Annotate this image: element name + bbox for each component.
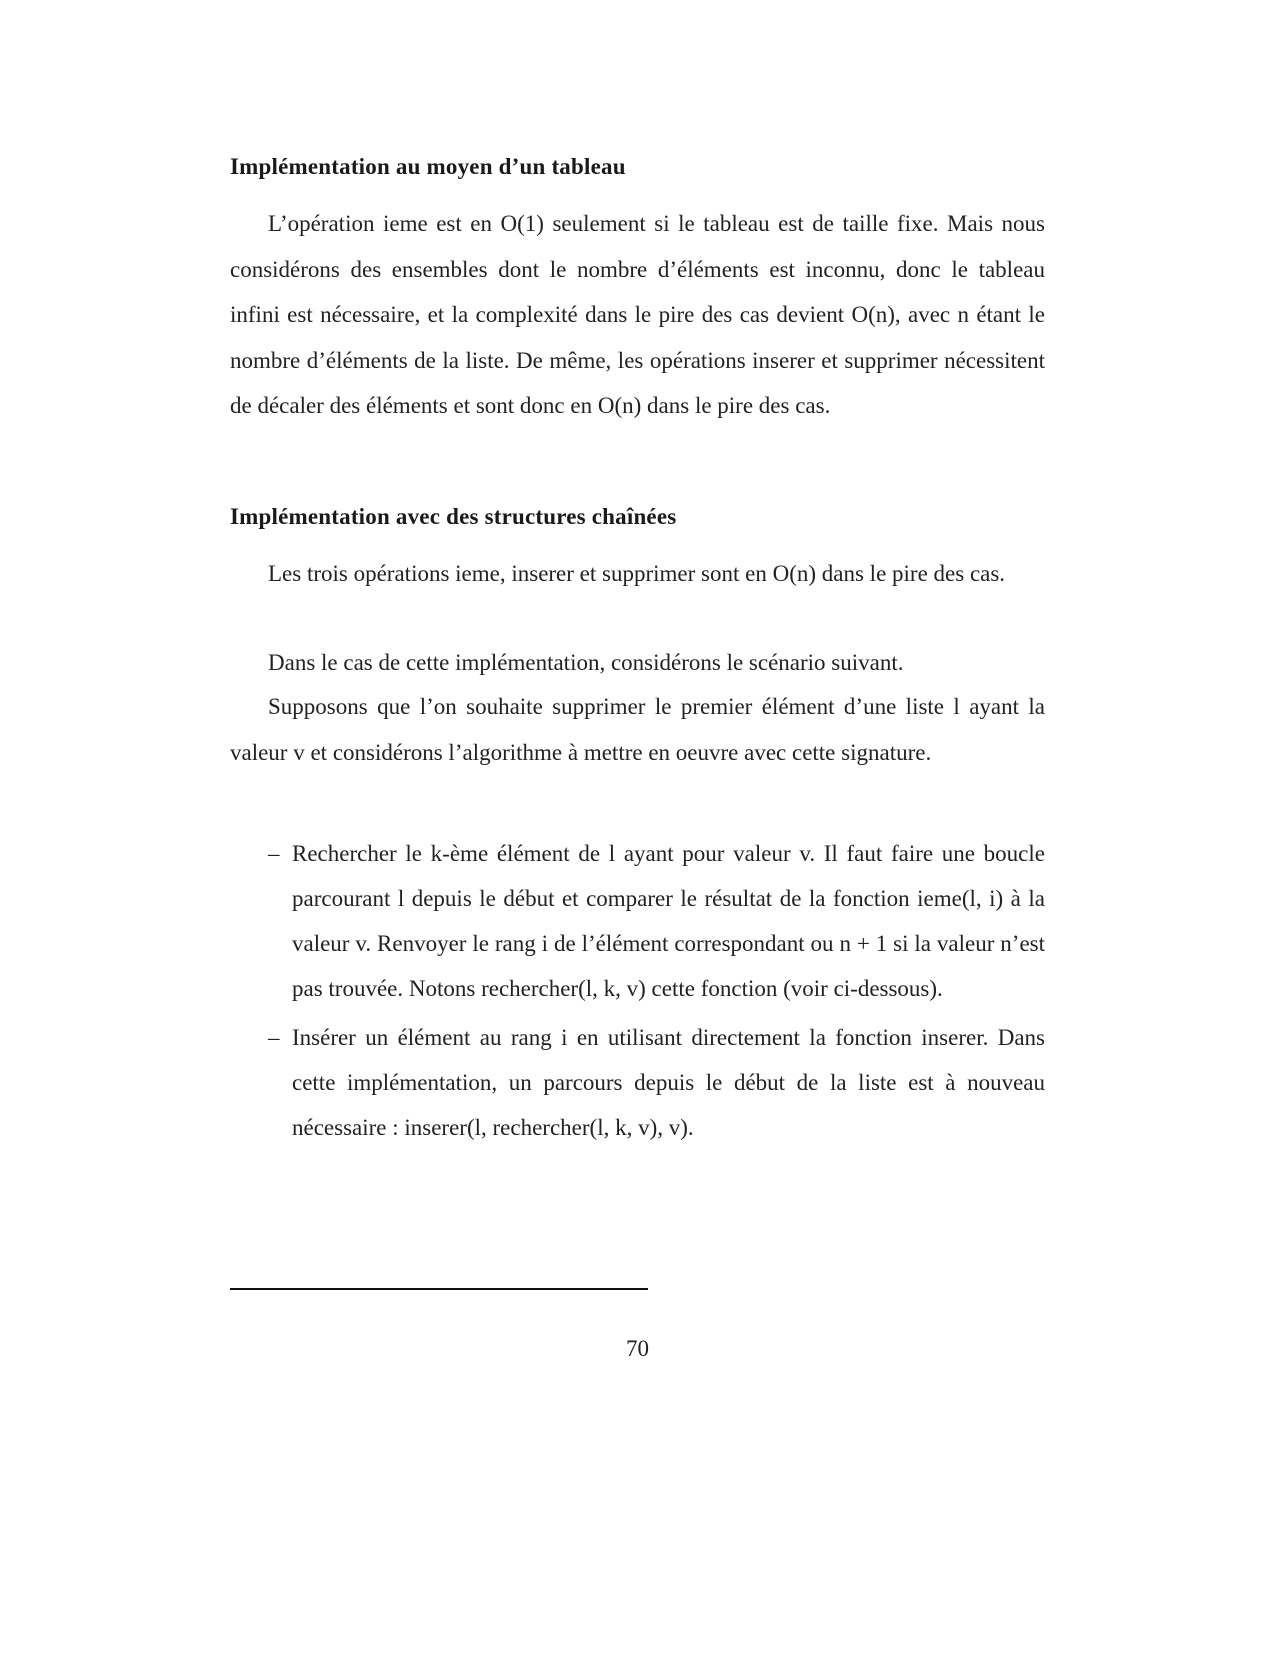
list-item	[268, 831, 1045, 1011]
section-heading-chainees: Implémentation avec des structures chaînées	[230, 504, 677, 529]
list-bullet: –	[268, 841, 280, 866]
list-item-text: Rechercher le k-ème élément de l ayant pour valeur v. Il faut faire une boucle parcourant l depuis le début et comparer le résultat de la fonction ieme(l, i) à la valeur v. Renvoyer le rang i de l’élément correspondant ou n + 1 si la valeur n’est pas trouvée. Notons rechercher(l, k, v) cette fonction (voir ci-dessous).	[292, 841, 1045, 1001]
footer-rule	[230, 1288, 648, 1290]
list-item-text: Insérer un élément au rang i en utilisant directement la fonction inserer. Dans cette implémentation, un parcours depuis le début de la liste est à nouveau nécessaire : inserer(l, rechercher(l, k, v), v).	[292, 1025, 1045, 1140]
section-heading-tableau: Implémentation au moyen d’un tableau	[230, 154, 626, 179]
algorithm-steps-list	[268, 831, 1045, 1154]
list-item	[268, 1015, 1045, 1150]
page-number: 70	[626, 1336, 649, 1361]
paragraph-scenario-intro: Dans le cas de cette implémentation, considérons le scénario suivant.	[268, 650, 904, 675]
list-bullet: –	[268, 1025, 280, 1050]
paragraph-scenario-description: Supposons que l’on souhaite supprimer le premier élément d’une liste l ayant la valeur v et considérons l’algorithme à mettre en oeuvre avec cette signature.	[230, 694, 1045, 765]
paragraph-chainees-complexity: Les trois opérations ieme, inserer et supprimer sont en O(n) dans le pire des cas.	[268, 561, 1006, 586]
paragraph-tableau-complexity: L’opération ieme est en O(1) seulement si le tableau est de taille fixe. Mais nous considérons des ensembles dont le nombre d’éléments est inconnu, donc le tableau infini est nécessaire, et la complexité dans le pire des cas devient O(n), avec n étant le nombre d’éléments de la liste. De même, les opérations inserer et supprimer nécessitent de décaler des éléments et sont donc en O(n) dans le pire des cas.	[230, 211, 1045, 418]
